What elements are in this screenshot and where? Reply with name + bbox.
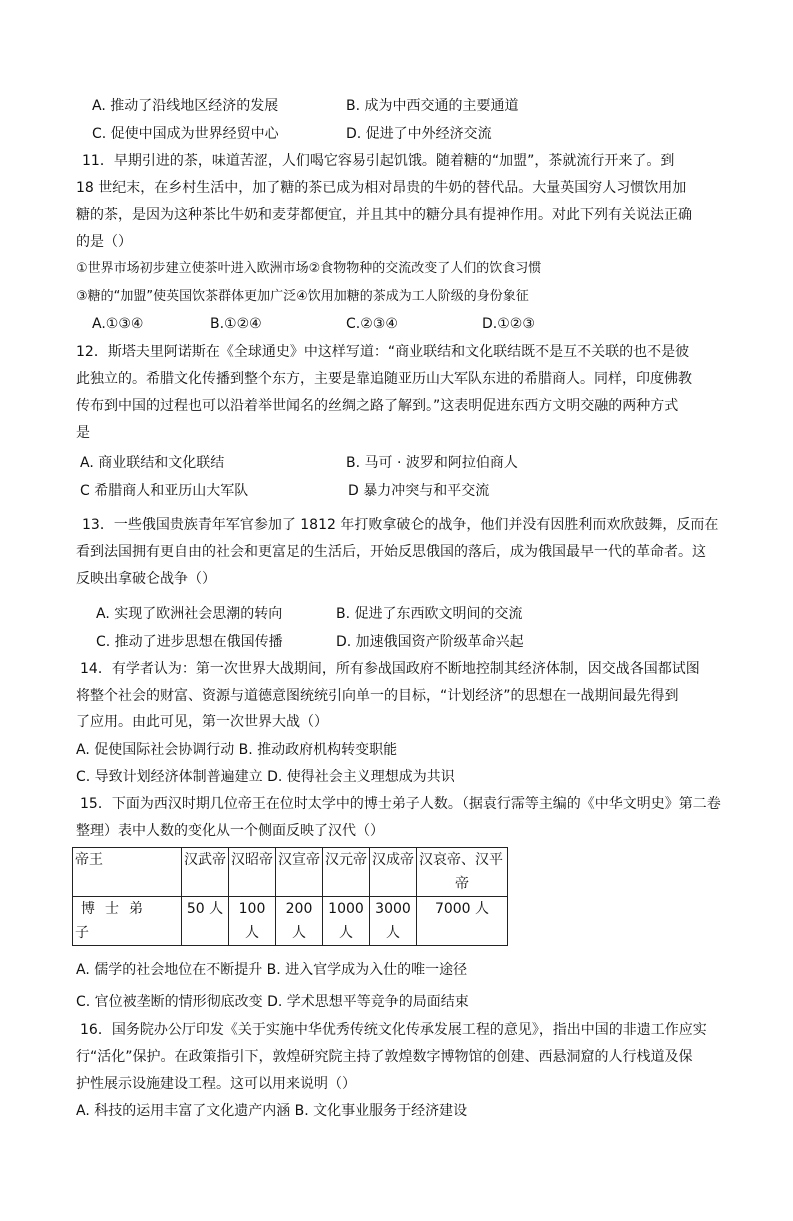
q16-options-row-1[interactable]: A. 科技的运用丰富了文化遗产内涵 B. 文化事业服务于经济建设 (76, 1103, 468, 1119)
q12-option-d[interactable]: D 暴力冲突与和平交流 (348, 483, 490, 499)
q14-options-row-2[interactable]: C. 导致计划经济体制普遍建立 D. 使得社会主义理想成为共识 (76, 769, 455, 785)
q13-stem-line: 13．一些俄国贵族青年军官参加了 1812 年打败拿破仑的战争，他们并没有因胜利而欢欣鼓舞，反而在 (82, 517, 719, 533)
q11-statement: ①世界市场初步建立使茶叶进入欧洲市场②食物物种的交流改变了人们的饮食习惯 (76, 261, 542, 276)
q12-stem-line: 12．斯塔夫里阿诺斯在《全球通史》中这样写道：“商业联结和文化联结既不是互不关联的也不是彼 (76, 344, 690, 360)
q15-options-row-2[interactable]: C. 官位被垄断的情形彻底改变 D. 学术思想平等竞争的局面结束 (76, 994, 469, 1010)
q14-stem-line: 了应用。由此可见，第一次世界大战（） (76, 714, 328, 730)
q11-option-c[interactable]: C.②③④ (346, 316, 398, 332)
table-cell: 200 人 (276, 897, 323, 946)
q14-options-row-1[interactable]: A. 促使国际社会协调行动 B. 推动政府机构转变职能 (76, 742, 398, 758)
q13-option-d[interactable]: D. 加速俄国资产阶级革命兴起 (336, 634, 524, 650)
q15-stem-line: 整理）表中人数的变化从一个侧面反映了汉代（） (76, 823, 384, 839)
table-header-cell: 汉成帝 (370, 848, 417, 897)
q11-option-a[interactable]: A.①③④ (92, 316, 144, 332)
q11-statement: ③糖的“加盟”使英国饮茶群体更加广泛④饮用加糖的茶成为工人阶级的身份象征 (76, 289, 529, 304)
q12-stem-line: 此独立的。希腊文化传播到整个东方，主要是靠追随亚历山大军队东进的希腊商人。同样，印度佛教 (76, 371, 692, 387)
table-row (73, 848, 508, 897)
table-cell: 7000 人 (417, 897, 508, 946)
q11-stem-line: 糖的茶，是因为这种茶比牛奶和麦芽都便宜，并且其中的糖分具有提神作用。对此下列有关说法正确 (76, 207, 692, 223)
q11-option-b[interactable]: B.①②④ (210, 316, 262, 332)
q14-stem-line: 14．有学者认为：第一次世界大战期间，所有参战国政府不断地控制其经济体制，因交战各国都试图 (80, 661, 700, 677)
table-cell: 50 人 (182, 897, 229, 946)
q16-stem-line: 16．国务院办公厅印发《关于实施中华优秀传统文化传承发展工程的意见》，指出中国的非遗工作应实 (80, 1022, 707, 1038)
table-header-cell: 汉元帝 (323, 848, 370, 897)
q12-stem-line: 传布到中国的过程也可以沿着举世闻名的丝绸之路了解到。”这表明促进东西方文明交融的两种方式 (76, 398, 679, 414)
q13-option-b[interactable]: B. 促进了东西欧文明间的交流 (336, 606, 523, 622)
q12-stem-line: 是 (76, 425, 90, 441)
table-cell: 100 人 (229, 897, 276, 946)
q16-stem-line: 行“活化”保护。在政策指引下，敦煌研究院主持了敦煌数字博物馆的创建、西悬洞窟的人行栈道及保 (76, 1049, 693, 1065)
q10-option-d[interactable]: D. 促进了中外经济交流 (346, 126, 492, 142)
q15-options-row-1[interactable]: A. 儒学的社会地位在不断提升 B. 进入官学成为入仕的唯一途径 (76, 962, 468, 978)
q12-option-c[interactable]: C 希腊商人和亚历山大军队 (80, 483, 249, 499)
q13-stem-line: 反映出拿破仑战争（） (76, 571, 216, 587)
q12-option-a[interactable]: A. 商业联结和文化联结 (80, 455, 225, 471)
q15-stem-line: 15．下面为西汉时期几位帝王在位时太学中的博士弟子人数。（据袁行霈等主编的《中华文明史》第二卷 (80, 796, 721, 812)
table-header-cell: 汉宣帝 (276, 848, 323, 897)
table-header-cell: 汉武帝 (182, 848, 229, 897)
table-header-cell: 帝王 (73, 848, 182, 897)
q10-option-a[interactable]: A. 推动了沿线地区经济的发展 (92, 98, 279, 114)
table-cell: 1000 人 (323, 897, 370, 946)
q11-option-d[interactable]: D.①②③ (482, 316, 535, 332)
q13-stem-line: 看到法国拥有更自由的社会和更富足的生活后，开始反思俄国的落后，成为俄国最早一代的革命者。这 (76, 544, 706, 560)
q13-option-c[interactable]: C. 推动了进步思想在俄国传播 (96, 634, 283, 650)
table-header-cell: 汉哀帝、汉平 帝 (417, 848, 508, 897)
q10-option-b[interactable]: B. 成为中西交通的主要通道 (346, 98, 519, 114)
q12-option-b[interactable]: B. 马可 · 波罗和阿拉伯商人 (346, 455, 518, 471)
q11-stem-line: 18 世纪末，在乡村生活中，加了糖的茶已成为相对昂贵的牛奶的替代品。大量英国穷人习惯饮用加 (76, 180, 687, 196)
table-cell: 3000 人 (370, 897, 417, 946)
q13-option-a[interactable]: A. 实现了欧洲社会思潮的转向 (96, 606, 283, 622)
table-header-cell: 汉昭帝 (229, 848, 276, 897)
q15-student-count-table (72, 847, 508, 946)
q11-stem-line: 11．早期引进的茶，味道苦涩，人们喝它容易引起饥饿。随着糖的“加盟”，茶就流行开来了。到 (82, 153, 675, 169)
q16-stem-line: 护性展示设施建设工程。这可以用来说明（） (76, 1076, 356, 1092)
q10-option-c[interactable]: C. 促使中国成为世界经贸中心 (92, 126, 279, 142)
table-cell: 博士弟 子 (73, 897, 182, 946)
table-row (73, 897, 508, 946)
q14-stem-line: 将整个社会的财富、资源与道德意图统统引向单一的目标，“计划经济”的思想在一战期间最先得到 (76, 688, 679, 704)
q11-stem-line: 的是（） (76, 234, 132, 250)
